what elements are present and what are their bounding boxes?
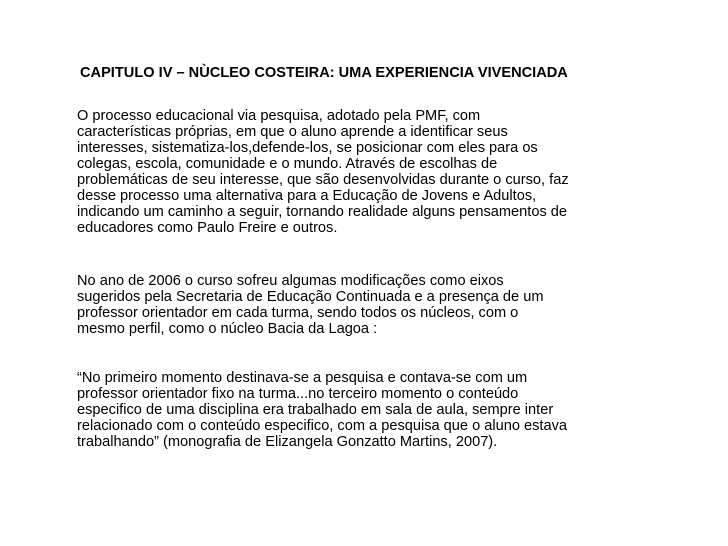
text-line: “No primeiro momento destinava-se a pesquisa e contava-se com um <box>77 370 528 386</box>
text-line: mesmo perfil, como o núcleo Bacia da Lagoa : <box>77 321 378 337</box>
chapter-title: CAPITULO IV – NÙCLEO COSTEIRA: UMA EXPERIENCIA VIVENCIADA <box>80 65 568 81</box>
text-line: colegas, escola, comunidade e o mundo. Através de escolhas de <box>77 156 498 172</box>
text-line: sugeridos pela Secretaria de Educação Continuada e a presença de um <box>77 289 544 305</box>
text-line: trabalhando” (monografia de Elizangela Gonzatto Martins, 2007). <box>77 434 498 450</box>
text-line: No ano de 2006 o curso sofreu algumas modificações como eixos <box>77 273 504 289</box>
text-line: indicando um caminho a seguir, tornando realidade alguns pensamentos de <box>77 204 568 220</box>
paragraph-intro <box>77 108 697 236</box>
text-line: interesses, sistematiza-los,defende-los, se posicionar com eles para os <box>77 140 538 156</box>
text-line: problemáticas de seu interesse, que são desenvolvidas durante o curso, faz <box>77 172 569 188</box>
paragraph-quote <box>77 370 697 450</box>
text-line: características próprias, em que o aluno aprende a identificar seus <box>77 124 508 140</box>
paragraph-2006-changes <box>77 273 697 337</box>
text-line: professor orientador em cada turma, sendo todos os núcleos, com o <box>77 305 519 321</box>
text-line: O processo educacional via pesquisa, adotado pela PMF, com <box>77 108 481 124</box>
text-line: relacionado com o conteúdo especifico, com a pesquisa que o aluno estava <box>77 418 568 434</box>
text-line: educadores como Paulo Freire e outros. <box>77 220 338 236</box>
text-line: desse processo uma alternativa para a Educação de Jovens e Adultos, <box>77 188 537 204</box>
text-line: especifico de uma disciplina era trabalhado em sala de aula, sempre inter <box>77 402 554 418</box>
text-line: professor orientador fixo na turma...no terceiro momento o conteúdo <box>77 386 519 402</box>
